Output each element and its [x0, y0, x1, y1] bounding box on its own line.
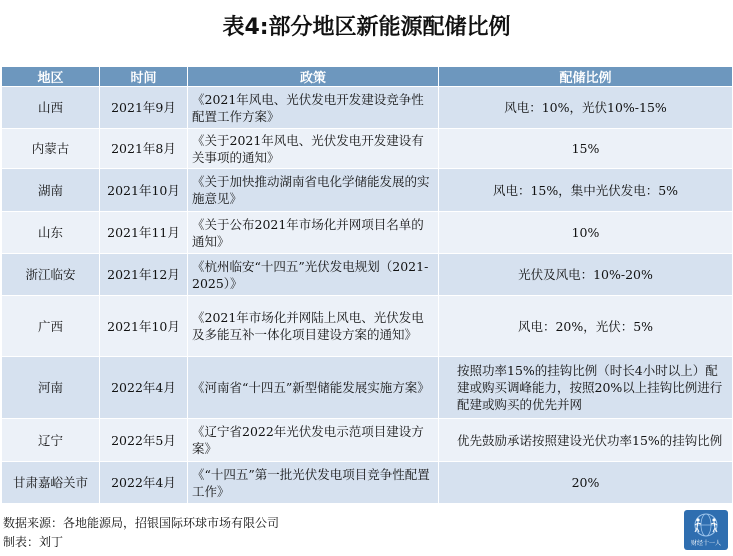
cell-policy: 《关于2021年风电、光伏发电开发建设有关事项的通知》 — [188, 129, 439, 169]
cell-policy: 《2021年市场化并网陆上风电、光伏发电及多能互补一体化项目建设方案的通知》 — [188, 296, 439, 357]
header-time: 时间 — [100, 67, 188, 87]
cell-time: 2022年4月 — [100, 357, 188, 419]
cell-ratio: 10% — [439, 212, 733, 254]
table-title: 表4:部分地区新能源配储比例 — [222, 15, 511, 40]
cell-region: 河南 — [2, 357, 100, 419]
table-row — [2, 357, 733, 419]
cell-time: 2021年11月 — [100, 212, 188, 254]
cell-policy: 《“十四五”第一批光伏发电项目竞争性配置工作》 — [188, 462, 439, 504]
cell-ratio: 风电：20%，光伏：5% — [439, 296, 733, 357]
cell-ratio: 风电：10%，光伏10%-15% — [439, 87, 733, 129]
table-row — [2, 129, 733, 169]
header-ratio: 配储比例 — [439, 67, 733, 87]
cell-ratio: 风电：15%，集中光伏发电：5% — [439, 169, 733, 212]
data-source-note: 数据来源：各地能源局，招银国际环球市场有限公司 — [3, 516, 280, 530]
table-row — [2, 419, 733, 462]
cell-time: 2021年8月 — [100, 129, 188, 169]
cell-time: 2021年10月 — [100, 169, 188, 212]
logo-text: 财经十一人 — [690, 540, 721, 547]
cell-ratio: 按照功率15%的挂钩比例（时长4小时以上）配建或购买调峰能力，按照20%以上挂钩比例进行配建或购买的优先并网 — [439, 357, 733, 419]
cell-policy: 《杭州临安“十四五”光伏发电规划（2021-2025）》 — [188, 254, 439, 296]
cell-ratio: 15% — [439, 129, 733, 169]
cell-time: 2021年9月 — [100, 87, 188, 129]
cell-region: 湖南 — [2, 169, 100, 212]
energy-storage-table — [1, 66, 733, 504]
cell-policy: 《关于公布2021年市场化并网项目名单的通知》 — [188, 212, 439, 254]
cell-policy: 《河南省“十四五”新型储能发展实施方案》 — [188, 357, 439, 419]
cell-region: 辽宁 — [2, 419, 100, 462]
cell-time: 2021年12月 — [100, 254, 188, 296]
brand-logo — [684, 510, 728, 550]
cell-region: 广西 — [2, 296, 100, 357]
cell-region: 浙江临安 — [2, 254, 100, 296]
cell-region: 甘肃嘉峪关市 — [2, 462, 100, 504]
cell-region: 山西 — [2, 87, 100, 129]
cell-policy: 《2021年风电、光伏发电开发建设竞争性配置工作方案》 — [188, 87, 439, 129]
table-row — [2, 212, 733, 254]
table-header-row — [2, 67, 733, 87]
cell-ratio: 光伏及风电：10%-20% — [439, 254, 733, 296]
header-policy: 政策 — [188, 67, 439, 87]
cell-policy: 《辽宁省2022年光伏发电示范项目建设方案》 — [188, 419, 439, 462]
cell-region: 山东 — [2, 212, 100, 254]
author-note: 制表：刘丁 — [3, 535, 64, 549]
table-row — [2, 87, 733, 129]
globe-figures-icon — [684, 510, 728, 540]
table-row — [2, 296, 733, 357]
cell-ratio: 20% — [439, 462, 733, 504]
table-row — [2, 169, 733, 212]
cell-time: 2021年10月 — [100, 296, 188, 357]
cell-ratio: 优先鼓励承诺按照建设光伏功率15%的挂钩比例 — [439, 419, 733, 462]
cell-region: 内蒙古 — [2, 129, 100, 169]
header-region: 地区 — [2, 67, 100, 87]
cell-policy: 《关于加快推动湖南省电化学储能发展的实施意见》 — [188, 169, 439, 212]
table-row — [2, 254, 733, 296]
table-row — [2, 462, 733, 504]
cell-time: 2022年4月 — [100, 462, 188, 504]
cell-time: 2022年5月 — [100, 419, 188, 462]
